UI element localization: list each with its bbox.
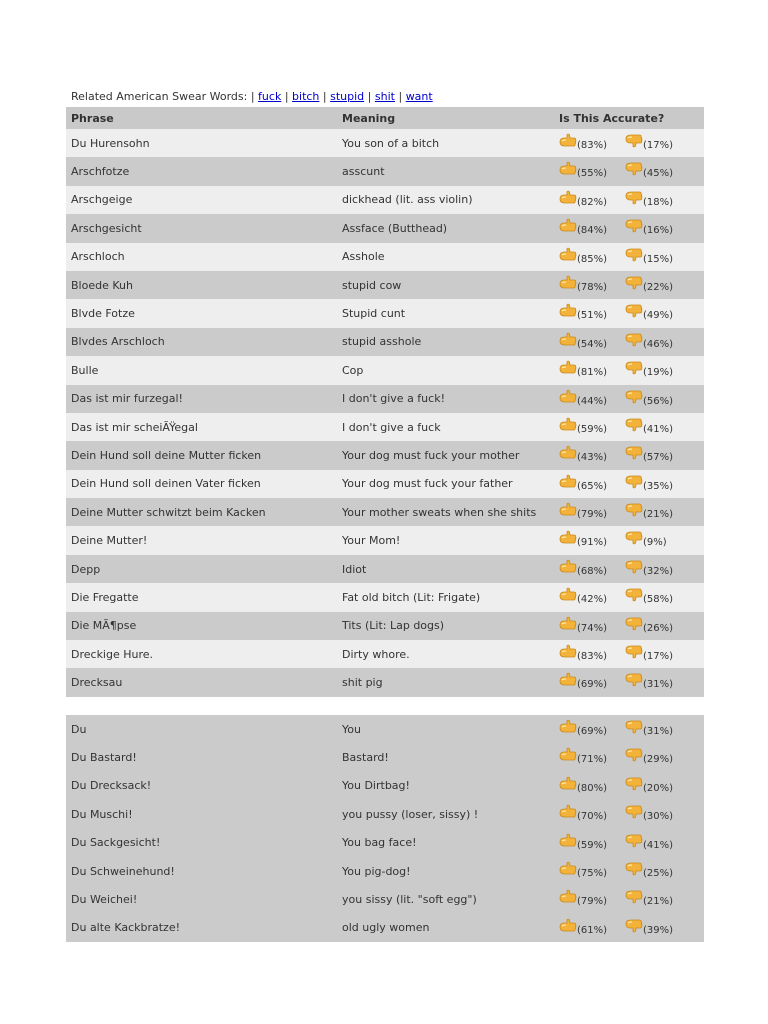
phrase-cell: Drecksau bbox=[71, 676, 123, 690]
meaning-cell: Your Mom! bbox=[342, 534, 401, 548]
up-percentage: (69%) bbox=[577, 726, 608, 737]
up-percentage: (59%) bbox=[577, 423, 608, 435]
vote-up-button[interactable] bbox=[559, 474, 608, 492]
table-row bbox=[66, 498, 704, 526]
vote-up-button[interactable] bbox=[559, 559, 608, 577]
thumbs-down-icon bbox=[625, 332, 643, 347]
down-percentage: (46%) bbox=[643, 338, 674, 350]
table-row bbox=[66, 243, 704, 271]
vote-down-button[interactable] bbox=[625, 247, 674, 265]
related-link-fuck[interactable]: fuck bbox=[258, 90, 282, 103]
thumbs-down-icon bbox=[625, 719, 643, 734]
down-percentage: (25%) bbox=[643, 867, 674, 879]
vote-down-button[interactable] bbox=[625, 474, 674, 492]
vote-down-button[interactable] bbox=[625, 332, 674, 350]
vote-down-button[interactable] bbox=[625, 559, 674, 577]
up-percentage: (43%) bbox=[577, 452, 608, 464]
table-row bbox=[66, 857, 704, 885]
vote-down-button[interactable] bbox=[625, 303, 674, 322]
thumbs-up-icon bbox=[559, 133, 577, 148]
phrase-cell: Du Hurensohn bbox=[71, 136, 150, 150]
vote-down-button[interactable] bbox=[625, 275, 674, 293]
thumbs-down-icon bbox=[625, 502, 643, 517]
vote-down-button[interactable] bbox=[625, 644, 674, 663]
vote-down-button[interactable] bbox=[625, 889, 674, 908]
separator: | bbox=[322, 90, 327, 103]
thumbs-down-icon bbox=[625, 389, 643, 404]
phrase-cell: Du Drecksack! bbox=[71, 779, 152, 793]
vote-down-button[interactable] bbox=[625, 719, 674, 737]
phrase-cell: Das ist mir scheiÃŸegal bbox=[71, 420, 198, 434]
phrase-cell: Blvdes Arschloch bbox=[71, 335, 165, 349]
vote-up-button[interactable] bbox=[559, 644, 608, 663]
separator: | bbox=[284, 90, 289, 103]
table-row bbox=[66, 885, 704, 913]
vote-up-button[interactable] bbox=[559, 747, 608, 766]
phrase-cell: Die MÃ¶pse bbox=[71, 619, 137, 633]
table-row bbox=[66, 129, 704, 157]
thumbs-up-icon bbox=[559, 502, 577, 517]
thumbs-up-icon bbox=[559, 804, 577, 819]
table-row bbox=[66, 555, 704, 583]
meaning-cell: Asshole bbox=[342, 250, 385, 264]
vote-up-button[interactable] bbox=[559, 247, 608, 265]
vote-up-button[interactable] bbox=[559, 587, 608, 606]
phrase-cell: Dein Hund soll deinen Vater ficken bbox=[71, 477, 261, 491]
vote-down-button[interactable] bbox=[625, 530, 667, 549]
header-meaning: Meaning bbox=[342, 111, 396, 125]
thumbs-up-icon bbox=[559, 644, 577, 659]
vote-up-button[interactable] bbox=[559, 719, 608, 737]
thumbs-up-icon bbox=[559, 360, 577, 375]
meaning-cell: dickhead (lit. ass violin) bbox=[342, 193, 473, 207]
vote-down-button[interactable] bbox=[625, 360, 674, 379]
related-words-line bbox=[71, 90, 433, 104]
down-percentage: (30%) bbox=[643, 811, 674, 823]
meaning-cell: You son of a bitch bbox=[342, 136, 440, 150]
meaning-cell: asscunt bbox=[342, 165, 385, 179]
thumbs-down-icon bbox=[625, 918, 643, 933]
vote-up-button[interactable] bbox=[559, 161, 608, 180]
table-row bbox=[66, 186, 704, 214]
meaning-cell: shit pig bbox=[342, 676, 383, 690]
vote-up-button[interactable] bbox=[559, 445, 608, 464]
table-row bbox=[66, 668, 704, 696]
thumbs-up-icon bbox=[559, 616, 577, 631]
up-percentage: (91%) bbox=[577, 537, 608, 549]
related-link-shit[interactable]: shit bbox=[374, 90, 395, 103]
up-percentage: (51%) bbox=[577, 310, 608, 322]
thumbs-down-icon bbox=[625, 616, 643, 631]
vote-up-button[interactable] bbox=[559, 417, 608, 435]
vote-up-button[interactable] bbox=[559, 833, 608, 851]
meaning-cell: Dirty whore. bbox=[342, 647, 410, 661]
vote-down-button[interactable] bbox=[625, 672, 674, 691]
vote-up-button[interactable] bbox=[559, 275, 608, 293]
phrase-cell: Die Fregatte bbox=[71, 590, 139, 604]
thumbs-up-icon bbox=[559, 247, 577, 262]
meaning-cell: stupid cow bbox=[342, 278, 402, 292]
vote-down-button[interactable] bbox=[625, 389, 674, 407]
thumbs-up-icon bbox=[559, 889, 577, 904]
down-percentage: (41%) bbox=[643, 423, 674, 435]
phrase-cell: Du Weichei! bbox=[71, 893, 138, 907]
thumbs-up-icon bbox=[559, 417, 577, 432]
phrase-cell: Du Bastard! bbox=[71, 751, 137, 765]
thumbs-down-icon bbox=[625, 474, 643, 489]
up-percentage: (59%) bbox=[577, 839, 608, 851]
down-percentage: (9%) bbox=[643, 537, 667, 549]
vote-down-button[interactable] bbox=[625, 804, 674, 823]
table-row bbox=[66, 470, 704, 498]
down-percentage: (16%) bbox=[643, 225, 674, 237]
table-row bbox=[66, 612, 704, 640]
table-row bbox=[66, 356, 704, 384]
vote-up-button[interactable] bbox=[559, 502, 608, 521]
thumbs-down-icon bbox=[625, 559, 643, 574]
up-percentage: (70%) bbox=[577, 811, 608, 823]
up-percentage: (61%) bbox=[577, 924, 608, 936]
vote-down-button[interactable] bbox=[625, 587, 674, 606]
up-percentage: (85%) bbox=[577, 253, 608, 265]
related-link-stupid[interactable]: stupid bbox=[330, 90, 365, 103]
phrase-cell: Du Muschi! bbox=[71, 807, 133, 821]
thumbs-down-icon bbox=[625, 275, 643, 290]
thumbs-down-icon bbox=[625, 833, 643, 848]
related-label: Related American Swear Words: | bbox=[71, 90, 255, 103]
vote-down-button[interactable] bbox=[625, 747, 674, 766]
down-percentage: (56%) bbox=[643, 395, 674, 407]
related-link-want[interactable]: want bbox=[405, 90, 433, 103]
down-percentage: (26%) bbox=[643, 622, 674, 634]
table-row bbox=[66, 583, 704, 611]
meaning-cell: You Dirtbag! bbox=[342, 779, 410, 793]
thumbs-up-icon bbox=[559, 587, 577, 602]
up-percentage: (42%) bbox=[577, 594, 608, 606]
down-percentage: (32%) bbox=[643, 565, 674, 577]
down-percentage: (39%) bbox=[643, 924, 674, 936]
thumbs-up-icon bbox=[559, 303, 577, 318]
vote-up-button[interactable] bbox=[559, 133, 608, 151]
meaning-cell: Your mother sweats when she shits bbox=[342, 505, 537, 519]
up-percentage: (55%) bbox=[577, 168, 608, 180]
thumbs-up-icon bbox=[559, 474, 577, 489]
table-row bbox=[66, 214, 704, 242]
vote-up-button[interactable] bbox=[559, 218, 608, 237]
phrase-cell: Blvde Fotze bbox=[71, 307, 135, 321]
meaning-cell: Fat old bitch (Lit: Frigate) bbox=[342, 590, 481, 604]
thumbs-up-icon bbox=[559, 747, 577, 762]
table-row bbox=[66, 772, 704, 800]
thumbs-up-icon bbox=[559, 672, 577, 687]
meaning-cell: you sissy (lit. "soft egg") bbox=[342, 893, 477, 907]
vote-down-button[interactable] bbox=[625, 833, 674, 851]
table-row bbox=[66, 328, 704, 356]
up-percentage: (80%) bbox=[577, 782, 608, 794]
up-percentage: (75%) bbox=[577, 867, 608, 879]
vote-up-button[interactable] bbox=[559, 616, 608, 634]
down-percentage: (17%) bbox=[643, 140, 674, 151]
vote-down-button[interactable] bbox=[625, 502, 674, 521]
meaning-cell: I don't give a fuck bbox=[342, 420, 441, 434]
phrase-cell: Bloede Kuh bbox=[71, 278, 133, 292]
vote-down-button[interactable] bbox=[625, 161, 674, 180]
meaning-cell: you pussy (loser, sissy) ! bbox=[342, 807, 479, 821]
table-row bbox=[66, 715, 704, 743]
down-percentage: (31%) bbox=[643, 679, 674, 691]
thumbs-down-icon bbox=[625, 247, 643, 262]
thumbs-down-icon bbox=[625, 133, 643, 148]
table-row bbox=[66, 271, 704, 299]
meaning-cell: Your dog must fuck your father bbox=[342, 477, 513, 491]
phrase-cell: Du Schweinehund! bbox=[71, 864, 175, 878]
vote-up-button[interactable] bbox=[559, 360, 608, 379]
phrase-cell: Arschgeige bbox=[71, 193, 133, 207]
vote-up-button[interactable] bbox=[559, 332, 608, 350]
phrases-table-continued bbox=[66, 715, 704, 942]
table-header bbox=[66, 107, 704, 129]
vote-up-button[interactable] bbox=[559, 530, 608, 549]
table-row bbox=[66, 385, 704, 413]
meaning-cell: I don't give a fuck! bbox=[342, 392, 445, 406]
thumbs-up-icon bbox=[559, 833, 577, 848]
meaning-cell: Stupid cunt bbox=[342, 307, 406, 321]
table-row bbox=[66, 743, 704, 771]
phrase-cell: Du Sackgesicht! bbox=[71, 836, 161, 850]
up-percentage: (83%) bbox=[577, 651, 608, 663]
thumbs-down-icon bbox=[625, 747, 643, 762]
thumbs-down-icon bbox=[625, 804, 643, 819]
down-percentage: (31%) bbox=[643, 726, 674, 737]
thumbs-up-icon bbox=[559, 776, 577, 791]
down-percentage: (15%) bbox=[643, 253, 674, 265]
thumbs-down-icon bbox=[625, 644, 643, 659]
up-percentage: (78%) bbox=[577, 281, 608, 293]
thumbs-down-icon bbox=[625, 360, 643, 375]
up-percentage: (84%) bbox=[577, 225, 608, 237]
thumbs-up-icon bbox=[559, 389, 577, 404]
vote-down-button[interactable] bbox=[625, 218, 674, 237]
up-percentage: (83%) bbox=[577, 140, 608, 151]
vote-down-button[interactable] bbox=[625, 861, 674, 879]
thumbs-up-icon bbox=[559, 445, 577, 460]
separator: | bbox=[367, 90, 372, 103]
down-percentage: (57%) bbox=[643, 452, 674, 464]
vote-up-button[interactable] bbox=[559, 861, 608, 879]
up-percentage: (82%) bbox=[577, 196, 608, 208]
vote-down-button[interactable] bbox=[625, 417, 674, 435]
down-percentage: (21%) bbox=[643, 509, 674, 521]
thumbs-up-icon bbox=[559, 530, 577, 545]
thumbs-down-icon bbox=[625, 161, 643, 176]
down-percentage: (58%) bbox=[643, 594, 674, 606]
thumbs-down-icon bbox=[625, 303, 643, 318]
up-percentage: (68%) bbox=[577, 565, 608, 577]
phrase-cell: Das ist mir furzegal! bbox=[71, 392, 183, 406]
thumbs-down-icon bbox=[625, 190, 643, 205]
thumbs-up-icon bbox=[559, 918, 577, 933]
thumbs-up-icon bbox=[559, 218, 577, 233]
phrase-cell: Du alte Kackbratze! bbox=[71, 921, 181, 935]
vote-up-button[interactable] bbox=[559, 804, 608, 823]
thumbs-up-icon bbox=[559, 559, 577, 574]
up-percentage: (79%) bbox=[577, 509, 608, 521]
vote-up-button[interactable] bbox=[559, 190, 608, 208]
thumbs-down-icon bbox=[625, 445, 643, 460]
table-row bbox=[66, 829, 704, 857]
separator: | bbox=[398, 90, 403, 103]
phrase-cell: Bulle bbox=[71, 363, 99, 377]
vote-down-button[interactable] bbox=[625, 445, 674, 464]
meaning-cell: Idiot bbox=[342, 562, 367, 576]
thumbs-down-icon bbox=[625, 530, 643, 545]
down-percentage: (29%) bbox=[643, 754, 674, 766]
phrase-cell: Dreckige Hure. bbox=[71, 647, 154, 661]
vote-up-button[interactable] bbox=[559, 776, 608, 794]
down-percentage: (41%) bbox=[643, 839, 674, 851]
down-percentage: (21%) bbox=[643, 896, 674, 908]
phrase-cell: Deine Mutter schwitzt beim Kacken bbox=[71, 505, 266, 519]
phrase-cell: Arschfotze bbox=[71, 165, 130, 179]
table-row bbox=[66, 441, 704, 469]
meaning-cell: Cop bbox=[342, 363, 364, 377]
table-row bbox=[66, 526, 704, 554]
meaning-cell: Bastard! bbox=[342, 751, 389, 765]
phrases-table bbox=[66, 107, 704, 697]
up-percentage: (69%) bbox=[577, 679, 608, 691]
down-percentage: (19%) bbox=[643, 367, 674, 379]
table-row bbox=[66, 800, 704, 828]
header-phrase: Phrase bbox=[71, 111, 114, 125]
down-percentage: (35%) bbox=[643, 480, 674, 492]
up-percentage: (54%) bbox=[577, 338, 608, 350]
thumbs-up-icon bbox=[559, 275, 577, 290]
up-percentage: (79%) bbox=[577, 896, 608, 908]
down-percentage: (49%) bbox=[643, 310, 674, 322]
header-accurate: Is This Accurate? bbox=[559, 111, 665, 125]
up-percentage: (81%) bbox=[577, 367, 608, 379]
vote-down-button[interactable] bbox=[625, 190, 674, 208]
table-row bbox=[66, 299, 704, 327]
thumbs-up-icon bbox=[559, 719, 577, 734]
phrase-cell: Arschloch bbox=[71, 250, 125, 264]
vote-down-button[interactable] bbox=[625, 776, 674, 794]
phrase-cell: Depp bbox=[71, 562, 101, 576]
meaning-cell: Your dog must fuck your mother bbox=[342, 448, 520, 462]
meaning-cell: You bbox=[342, 722, 361, 736]
thumbs-up-icon bbox=[559, 161, 577, 176]
vote-up-button[interactable] bbox=[559, 889, 608, 908]
meaning-cell: Assface (Butthead) bbox=[342, 221, 448, 235]
vote-down-button[interactable] bbox=[625, 616, 674, 634]
table-row bbox=[66, 640, 704, 668]
up-percentage: (71%) bbox=[577, 754, 608, 766]
vote-up-button[interactable] bbox=[559, 672, 608, 691]
meaning-cell: You pig-dog! bbox=[342, 864, 411, 878]
meaning-cell: old ugly women bbox=[342, 921, 430, 935]
thumbs-down-icon bbox=[625, 861, 643, 876]
vote-up-button[interactable] bbox=[559, 389, 608, 407]
meaning-cell: Tits (Lit: Lap dogs) bbox=[342, 619, 445, 633]
down-percentage: (22%) bbox=[643, 281, 674, 293]
thumbs-up-icon bbox=[559, 861, 577, 876]
up-percentage: (44%) bbox=[577, 395, 608, 407]
vote-up-button[interactable] bbox=[559, 918, 608, 936]
meaning-cell: stupid asshole bbox=[342, 335, 422, 349]
vote-down-button[interactable] bbox=[625, 133, 674, 151]
phrase-cell: Dein Hund soll deine Mutter ficken bbox=[71, 448, 262, 462]
phrase-cell: Du bbox=[71, 722, 87, 736]
related-link-bitch[interactable]: bitch bbox=[292, 90, 320, 103]
table-row bbox=[66, 413, 704, 441]
thumbs-down-icon bbox=[625, 218, 643, 233]
thumbs-up-icon bbox=[559, 332, 577, 347]
thumbs-down-icon bbox=[625, 889, 643, 904]
down-percentage: (20%) bbox=[643, 782, 674, 794]
thumbs-down-icon bbox=[625, 587, 643, 602]
thumbs-down-icon bbox=[625, 776, 643, 791]
table-row bbox=[66, 157, 704, 185]
vote-up-button[interactable] bbox=[559, 303, 608, 322]
down-percentage: (17%) bbox=[643, 651, 674, 663]
down-percentage: (18%) bbox=[643, 196, 674, 208]
phrase-cell: Arschgesicht bbox=[71, 221, 142, 235]
thumbs-down-icon bbox=[625, 672, 643, 687]
meaning-cell: You bag face! bbox=[342, 836, 417, 850]
table-row bbox=[66, 914, 704, 942]
vote-down-button[interactable] bbox=[625, 918, 674, 936]
phrase-cell: Deine Mutter! bbox=[71, 534, 148, 548]
up-percentage: (74%) bbox=[577, 622, 608, 634]
thumbs-down-icon bbox=[625, 417, 643, 432]
down-percentage: (45%) bbox=[643, 168, 674, 180]
thumbs-up-icon bbox=[559, 190, 577, 205]
up-percentage: (65%) bbox=[577, 480, 608, 492]
